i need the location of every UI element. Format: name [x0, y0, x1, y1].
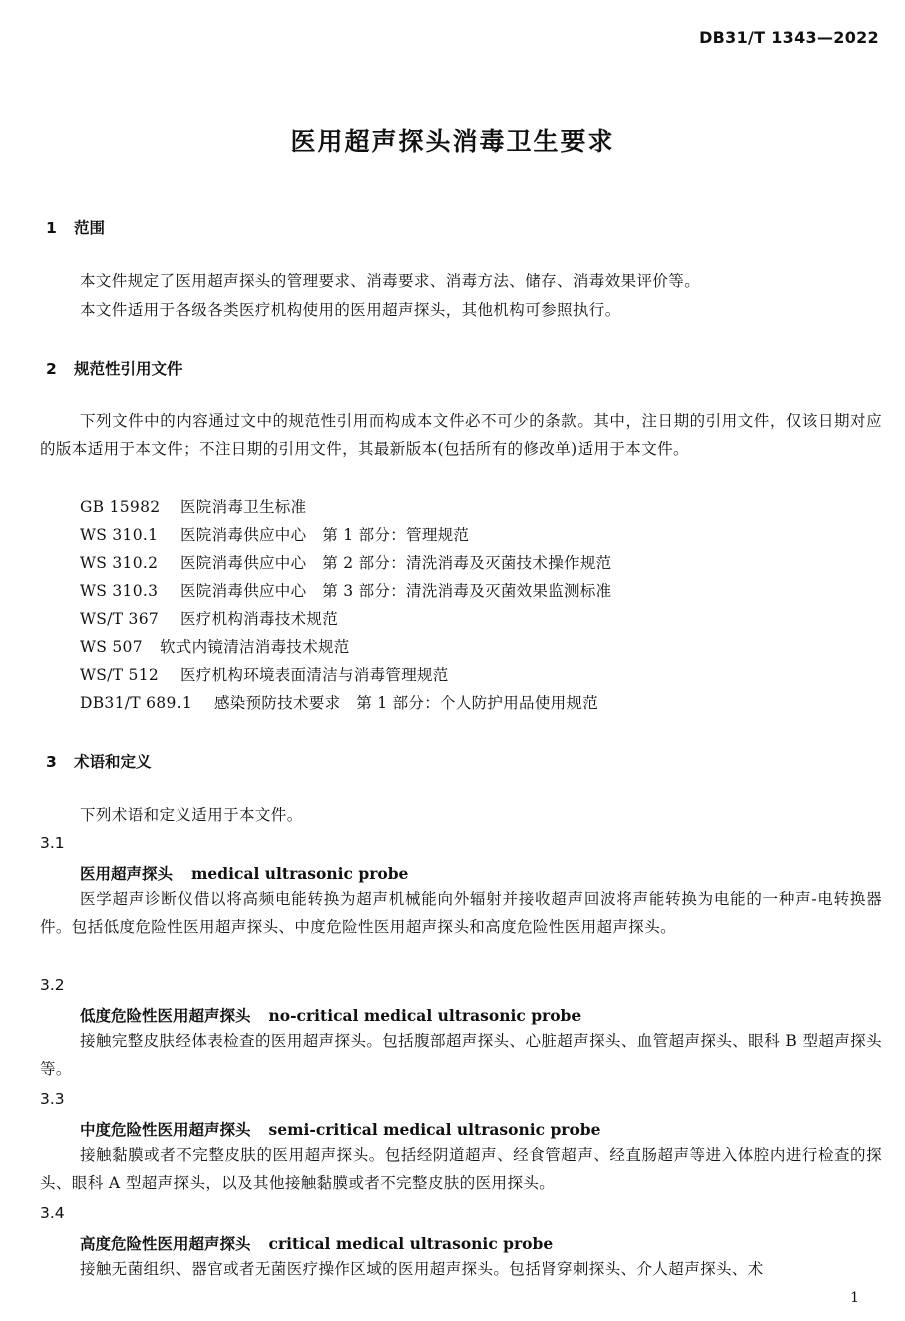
page-number: 1 — [850, 1290, 859, 1306]
references-intro: 下列文件中的内容通过文中的规范性引用而构成本文件必不可少的条款。其中，注日期的引用文件，仅该日期对应的版本适用于本文件；不注日期的引用文件，其最新版本(包括所有的修改单)适用于本文件。 — [40, 412, 882, 458]
reference-item — [80, 635, 350, 657]
section-title: 范围 — [74, 219, 106, 237]
reference-code: WS/T 367 — [80, 610, 160, 628]
reference-title: 感染预防技术要求 第 1 部分：个人防护用品使用规范 — [214, 694, 599, 712]
term-en: no-critical medical ultrasonic probe — [268, 1006, 582, 1025]
term-definition: 接触无菌组织、器官或者无菌医疗操作区域的医用超声探头。包括肾穿刺探头、介人超声探头、术 — [80, 1260, 764, 1278]
reference-code: DB31/T 689.1 — [80, 694, 193, 712]
term-zh: 高度危险性医用超声探头 — [80, 1235, 251, 1253]
scope-paragraph-2: 本文件适用于各级各类医疗机构使用的医用超声探头，其他机构可参照执行。 — [80, 301, 621, 319]
term-definition: 接触黏膜或者不完整皮肤的医用超声探头。包括经阴道超声、经食管超声、经直肠超声等进入体腔内进行检查的探头、眼科 A 型超声探头，以及其他接触黏膜或者不完整皮肤的医用探头。 — [40, 1146, 882, 1192]
reference-item — [80, 691, 598, 713]
reference-title: 医疗机构消毒技术规范 — [180, 610, 339, 628]
reference-title: 医院消毒供应中心 第 2 部分：清洗消毒及灭菌技术操作规范 — [180, 554, 612, 572]
reference-item — [80, 607, 338, 629]
reference-code: WS 310.2 — [80, 554, 159, 572]
terms-intro: 下列术语和定义适用于本文件。 — [80, 806, 303, 824]
clause-number: 3.4 — [40, 1204, 65, 1222]
term-heading — [80, 1118, 601, 1140]
reference-code: WS 507 — [80, 638, 143, 656]
section-2-heading — [46, 357, 183, 379]
term-zh: 医用超声探头 — [80, 865, 174, 883]
reference-item — [80, 495, 306, 517]
reference-title: 医院消毒供应中心 第 1 部分：管理规范 — [180, 526, 470, 544]
reference-item — [80, 551, 611, 573]
reference-code: WS 310.3 — [80, 582, 159, 600]
term-definition: 医学超声诊断仪借以将高频电能转换为超声机械能向外辐射并接收超声回波将声能转换为电能的一种声-电转换器件。包括低度危险性医用超声探头、中度危险性医用超声探头和高度危险性医用超声探头。 — [40, 890, 882, 936]
reference-title: 软式内镜清洁消毒技术规范 — [160, 638, 350, 656]
scope-paragraph-1: 本文件规定了医用超声探头的管理要求、消毒要求、消毒方法、储存、消毒效果评价等。 — [80, 272, 701, 290]
standard-code: DB31/T 1343—2022 — [699, 28, 879, 47]
term-en: medical ultrasonic probe — [191, 864, 409, 883]
reference-code: WS 310.1 — [80, 526, 159, 544]
section-3-heading — [46, 750, 152, 772]
reference-title: 医院消毒卫生标准 — [180, 498, 307, 516]
document-title: 医用超声探头消毒卫生要求 — [290, 127, 615, 156]
term-heading — [80, 1232, 553, 1254]
clause-number: 3.1 — [40, 834, 65, 852]
section-number: 1 — [46, 219, 57, 237]
section-number: 2 — [46, 360, 57, 378]
reference-title: 医疗机构环境表面清洁与消毒管理规范 — [180, 666, 449, 684]
clause-number: 3.3 — [40, 1090, 65, 1108]
reference-title: 医院消毒供应中心 第 3 部分：清洗消毒及灭菌效果监测标准 — [180, 582, 612, 600]
clause-number: 3.2 — [40, 976, 65, 994]
reference-item — [80, 663, 449, 685]
term-zh: 中度危险性医用超声探头 — [80, 1121, 251, 1139]
term-definition: 接触完整皮肤经体表检查的医用超声探头。包括腹部超声探头、心脏超声探头、血管超声探头、眼科 B 型超声探头等。 — [40, 1032, 882, 1078]
term-en: semi-critical medical ultrasonic probe — [268, 1120, 601, 1139]
section-number: 3 — [46, 753, 57, 771]
section-1-heading — [46, 216, 105, 238]
reference-code: WS/T 512 — [80, 666, 160, 684]
term-zh: 低度危险性医用超声探头 — [80, 1007, 251, 1025]
reference-item — [80, 523, 469, 545]
section-title: 规范性引用文件 — [74, 360, 183, 378]
term-heading — [80, 862, 408, 884]
reference-item — [80, 579, 611, 601]
term-en: critical medical ultrasonic probe — [268, 1234, 554, 1253]
section-title: 术语和定义 — [74, 753, 152, 771]
reference-code: GB 15982 — [80, 498, 161, 516]
term-heading — [80, 1004, 581, 1026]
